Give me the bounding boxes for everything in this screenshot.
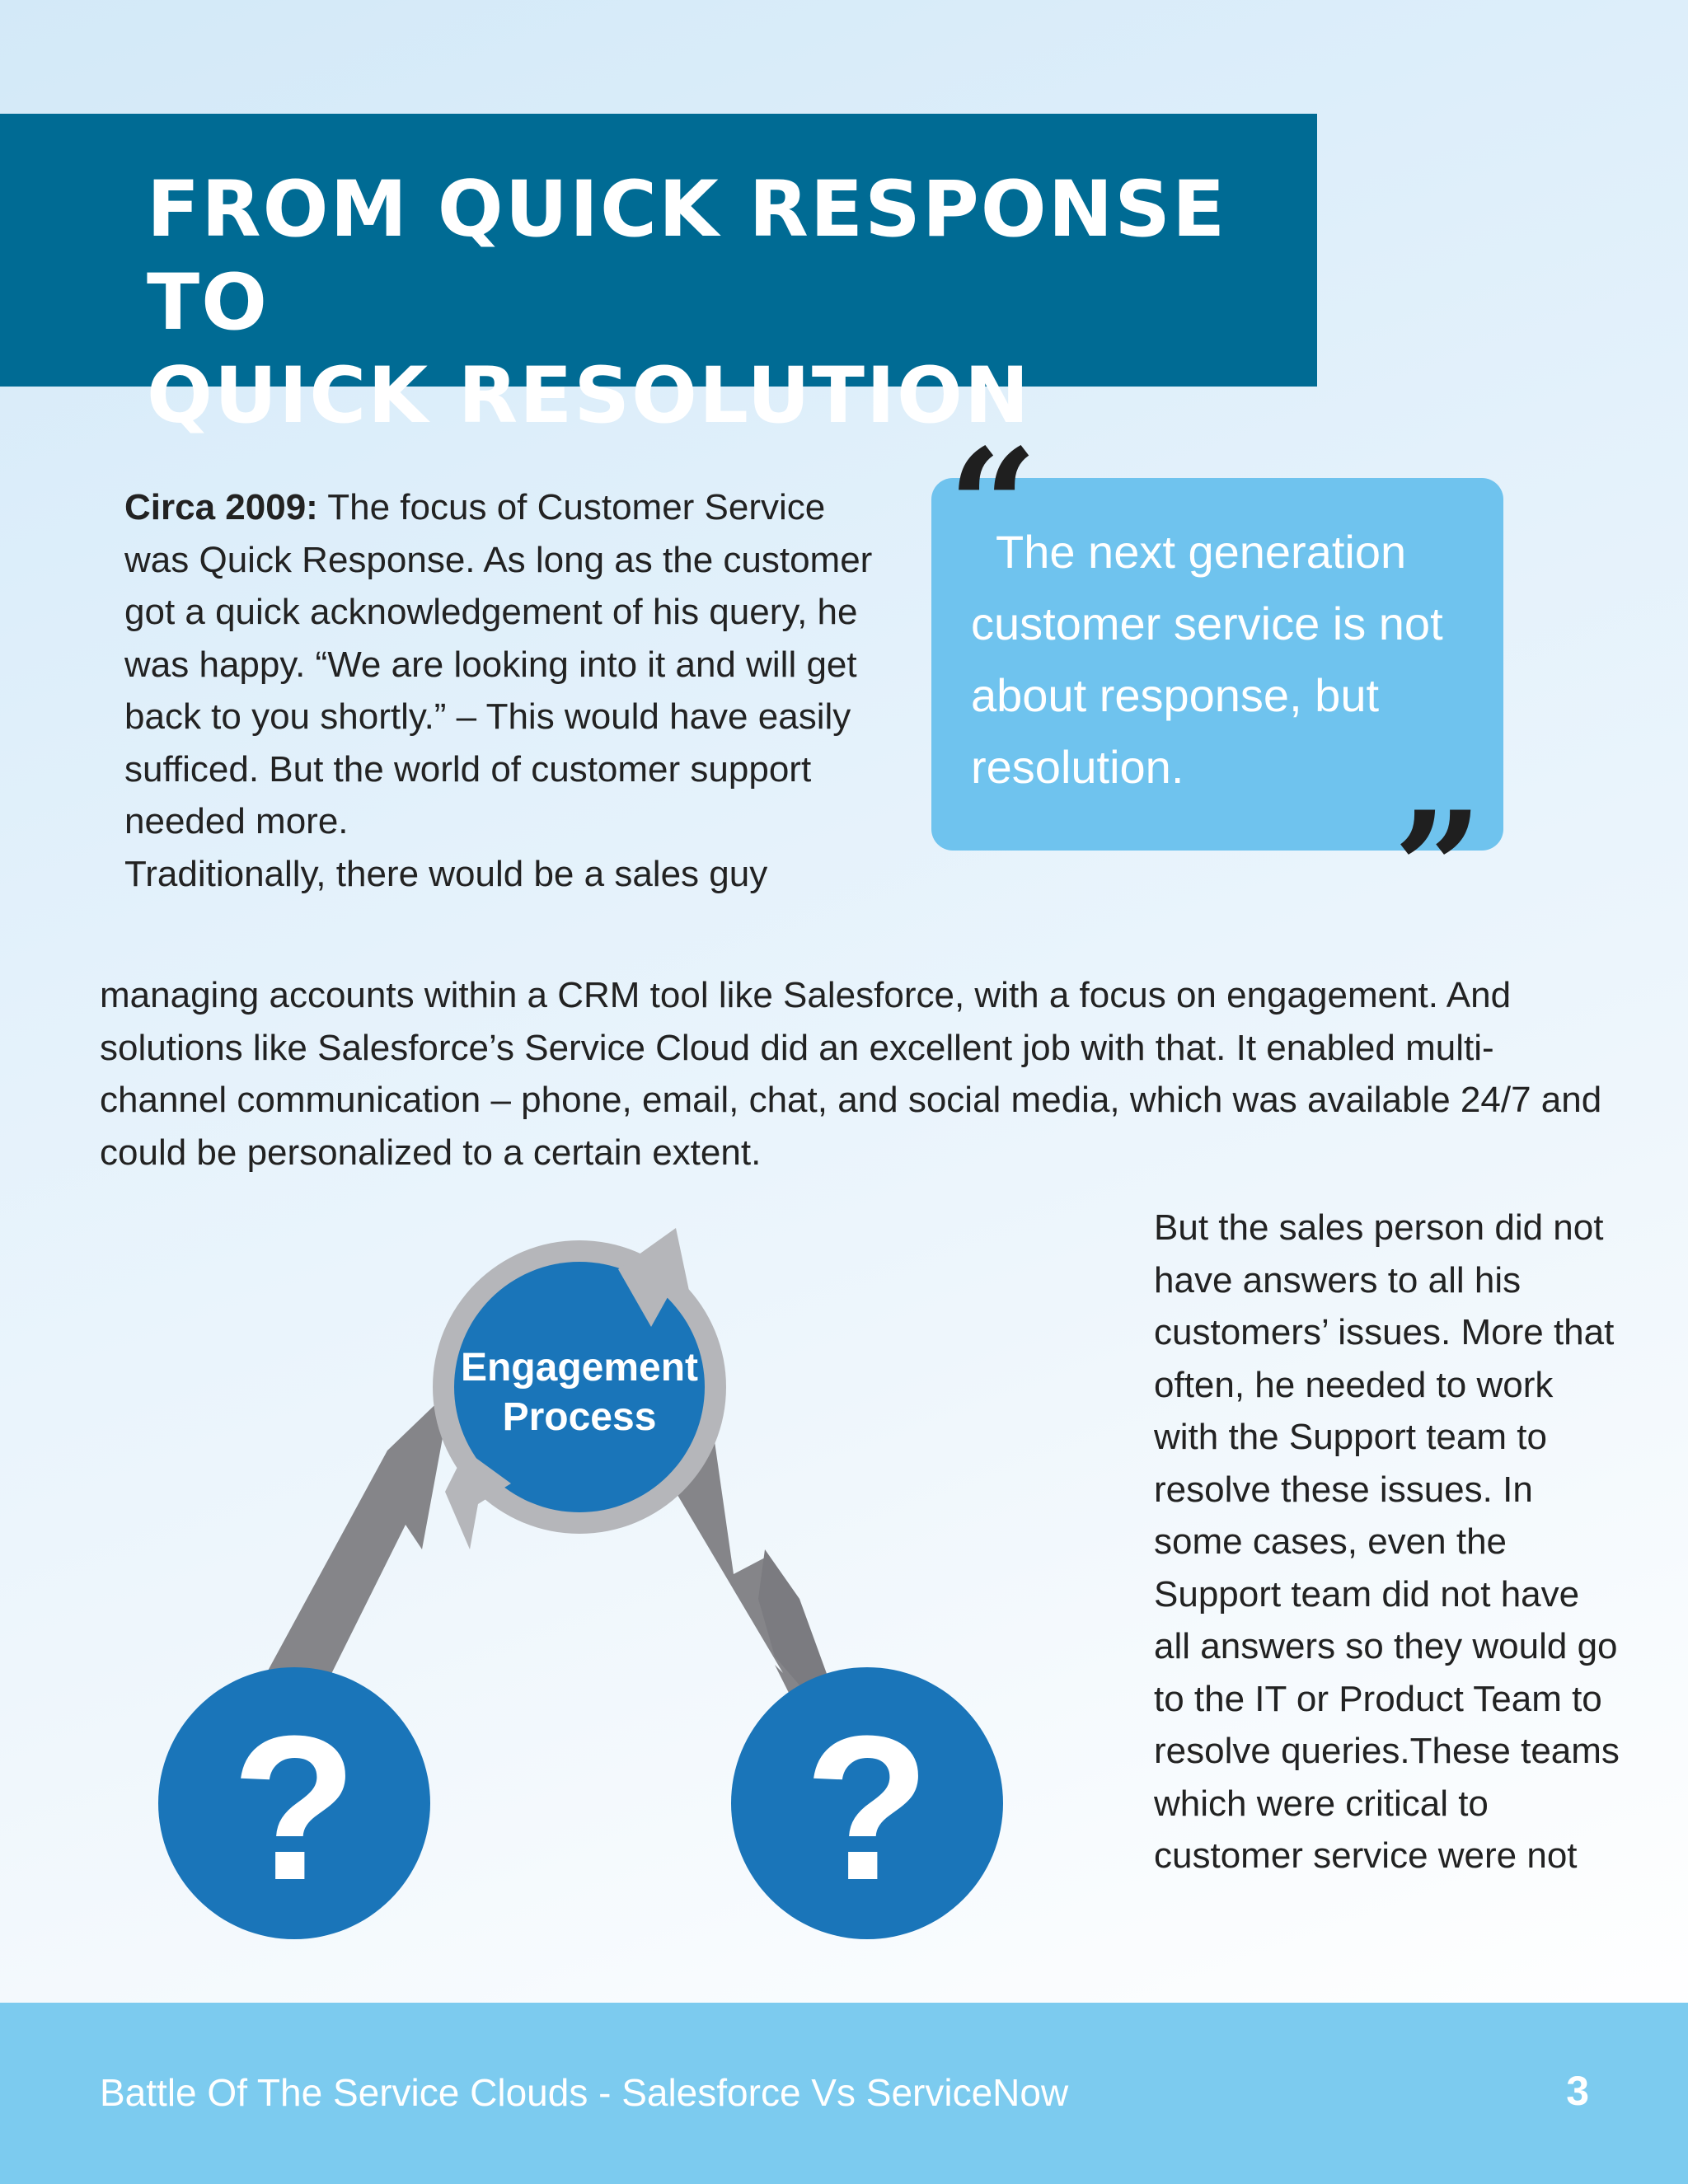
pull-quote-line-1: The next generation	[996, 526, 1407, 578]
close-quote-icon: ”	[1393, 777, 1484, 961]
title-line-1: FROM QUICK RESPONSE TO	[147, 165, 1227, 348]
engagement-label-line-1: Engagement	[460, 1346, 699, 1390]
pull-quote-text	[971, 516, 1482, 803]
body-paragraph-3	[1129, 1202, 1624, 1882]
body-paragraph-3-text: But the sales person did not have answers to all his customers’ issues. More that often, he needed to work with the Support team to resolve these issues. In some cases, even the Support team did not have all answers so they would go to the IT or Product Team to resolve queries.These teams which were critical to customer service were not	[1154, 1207, 1620, 1876]
page-title	[147, 163, 1317, 443]
title-band	[0, 114, 1317, 441]
page-number: 3	[1566, 2068, 1589, 2114]
intro-paragraph	[100, 481, 883, 900]
left-question-mark: ?	[231, 1693, 358, 1923]
intro-text: The focus of Customer Service was Quick Response. As long as the customer got a quick acknowledgement of his query, he was happy. “We are looking into it and will get back to you shortly.” – This would have easily sufficed. But the world of customer support needed more.	[124, 487, 873, 841]
footer-title: Battle Of The Service Clouds - Salesforce Vs ServiceNow	[100, 2071, 1069, 2114]
intro-lead: Circa 2009:	[124, 487, 318, 527]
engagement-diagram	[124, 1212, 1030, 1970]
engagement-label-line-2: Process	[502, 1395, 657, 1439]
page-footer	[0, 2003, 1688, 2184]
body-paragraph-2: managing accounts within a CRM tool like Salesforce, with a focus on engagement. And solutions like Salesforce’s Service Cloud did an excellent job with that. It enabled multi-channel communication – phone, email, chat, and social media, which was available 24/7 and could be personalized to a certain extent.	[100, 975, 1602, 1173]
title-line-2: QUICK RESOLUTION	[147, 351, 1031, 441]
intro-traditionally: Traditionally, there would be a sales guy	[124, 853, 768, 894]
open-quote-icon: “	[948, 415, 1039, 598]
pull-quote-rest: customer service is not about response, but resolution.	[971, 598, 1443, 793]
right-question-mark: ?	[804, 1693, 931, 1923]
